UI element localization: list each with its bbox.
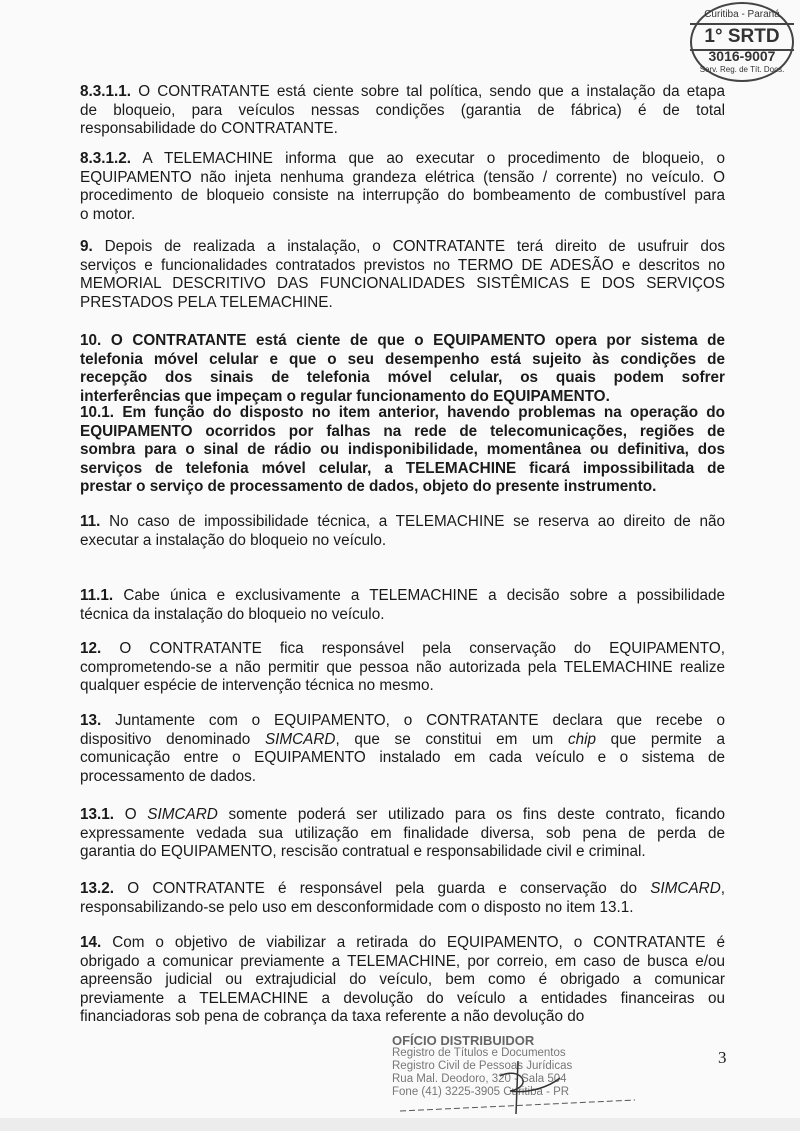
- clause-line: [80, 843, 725, 862]
- clause-line: [80, 880, 725, 899]
- clause-number: 14.: [80, 934, 102, 951]
- stamp-bottom: Serv. Reg. de Tít. Docs.: [699, 65, 785, 74]
- clause-line: [80, 749, 725, 768]
- italic-term: SIMCARD: [147, 806, 218, 823]
- clause-text: obrigado a comunicar previamente a TELEMACHINE, por correio, em caso de busca e/ou: [80, 952, 725, 970]
- clause-10: [80, 332, 725, 406]
- clause-13: [80, 712, 725, 786]
- clause-line: [80, 677, 725, 696]
- clause-text: Depois de realizada a instalação, o CONTRATANTE terá direito de usufruir dos: [104, 238, 726, 255]
- clause-text: Juntamente com o EQUIPAMENTO, o CONTRATANTE declara que recebe o: [115, 712, 725, 729]
- clause-text: EQUIPAMENTO ocorridos por falhas na rede de telecomunicações, regiões de: [80, 422, 725, 440]
- clause-line: [80, 423, 725, 442]
- clause-text: técnica da instalação do bloqueio no veículo.: [80, 605, 385, 623]
- clause-text: comprometendo-se a não permitir que pessoa não autorizada pela TELEMACHINE realize: [80, 658, 725, 676]
- clause-10-1: [80, 404, 725, 497]
- clause-text: O CONTRATANTE é responsável pela guarda e conservação do: [127, 880, 651, 897]
- scan-edge: [0, 1118, 800, 1131]
- clause-number: 9.: [80, 238, 93, 255]
- clause-9: [80, 238, 725, 312]
- italic-term: chip: [567, 730, 597, 748]
- clause-line: [80, 351, 725, 370]
- clause-text: O: [124, 806, 148, 823]
- clause-text: recepção dos sinais de telefonia móvel celular, os quais podem sofrer: [80, 369, 725, 387]
- clause-line: [80, 404, 725, 423]
- clause-number: 10.: [80, 332, 102, 349]
- clause-text: interferências que impeçam o regular funcionamento do EQUIPAMENTO.: [80, 387, 610, 405]
- stamp-band: 1° SRTD: [690, 23, 794, 51]
- clause-text: previamente a TELEMACHINE a devolução do veículo a entidades financeiras ou: [80, 989, 725, 1007]
- clause-line: [80, 332, 725, 351]
- clause-13-1: [80, 806, 725, 862]
- office-stamp-line: Rua Mal. Deodoro, 320 - Sala 504: [392, 1073, 567, 1085]
- clause-text: serviços de telefonia móvel celular, a TELEMACHINE ficará impossibilitada de: [80, 459, 725, 477]
- clause-line: [80, 120, 725, 139]
- clause-line: [80, 899, 725, 918]
- clause-text: comunicação entre o EQUIPAMENTO instalado em cada veículo e o sistema de: [80, 749, 725, 767]
- clause-line: [80, 659, 725, 678]
- clause-text: MEMORIAL DESCRITIVO DAS FUNCIONALIDADES SISTÊMICAS E DOS SERVIÇOS: [80, 275, 725, 293]
- clause-number: 12.: [80, 640, 102, 657]
- italic-term: SIMCARD: [650, 880, 721, 897]
- clause-text: processamento de dados.: [80, 767, 257, 785]
- clause-text: O CONTRATANTE está ciente sobre tal política, sendo que a instalação da etapa: [138, 83, 726, 100]
- clause-8-3-1-1: [80, 83, 725, 139]
- clause-text: PRESTADOS PELA TELEMACHINE.: [80, 293, 333, 311]
- clause-number: 10.1.: [80, 404, 115, 421]
- clause-text: O CONTRATANTE fica responsável pela conservação do EQUIPAMENTO,: [119, 640, 726, 657]
- clause-text: que permite a: [596, 730, 726, 748]
- clause-text: Com o objetivo de viabilizar a retirada do EQUIPAMENTO, o CONTRATANTE é: [112, 934, 725, 951]
- clause-text: dispositivo denominado: [80, 730, 265, 748]
- clause-text: apreensão judicial ou extrajudicial do veículo, bem como é obrigado a comunicar: [80, 971, 725, 989]
- clause-line: [80, 169, 725, 188]
- clause-text: sombra para o sinal de rádio ou indisponibilidade, momentânea ou definitiva, dos: [80, 441, 725, 459]
- stamp-number: 3016-9007: [708, 48, 776, 64]
- clause-number: 13.: [80, 712, 102, 729]
- clause-line: [80, 806, 725, 825]
- clause-line: [80, 1008, 725, 1027]
- clause-11: [80, 513, 725, 550]
- clause-line: [80, 731, 725, 750]
- clause-number: 8.3.1.1.: [80, 83, 132, 100]
- clause-number: 13.2.: [80, 880, 115, 897]
- office-stamp-line: Fone (41) 3225-3905 Curitiba - PR: [392, 1086, 570, 1098]
- italic-term: SIMCARD: [264, 730, 336, 748]
- clause-text: financiadoras sob pena de cobrança da taxa referente a não devolução do: [80, 1008, 585, 1026]
- clause-text: procedimento de bloqueio consiste na interrupção do bombeamento de combustível para: [80, 187, 725, 205]
- clause-number: 8.3.1.2.: [80, 150, 132, 167]
- clause-number: 11.1.: [80, 587, 114, 604]
- clause-text: Em função do disposto no item anterior, havendo problemas na operação do: [122, 404, 725, 421]
- clause-line: [80, 441, 725, 460]
- clause-line: [80, 206, 725, 225]
- clause-line: [80, 990, 725, 1009]
- clause-text: expressamente vedada sua utilização em finalidade diversa, sob pena de perda de: [80, 824, 725, 842]
- clause-line: [80, 606, 725, 625]
- clause-text: O CONTRATANTE está ciente de que o EQUIPAMENTO opera por sistema de: [110, 332, 725, 349]
- clause-text: , que se constitui em um: [335, 730, 568, 748]
- clause-text: Cabe única e exclusivamente a TELEMACHINE a decisão sobre a possibilidade: [123, 587, 726, 604]
- clause-line: [80, 768, 725, 787]
- clause-text: responsabilidade do CONTRATANTE.: [80, 120, 338, 138]
- clause-line: [80, 83, 725, 102]
- clause-line: [80, 587, 725, 606]
- clause-text: executar a instalação do bloqueio no veículo.: [80, 531, 387, 549]
- clause-text: A TELEMACHINE informa que ao executar o procedimento de bloqueio, o: [142, 150, 725, 167]
- clause-line: [80, 102, 725, 121]
- signature: [400, 1056, 640, 1116]
- clause-line: [80, 712, 725, 731]
- page-number: 3: [718, 1048, 727, 1067]
- clause-line: [80, 275, 725, 294]
- clause-text: prestar o serviço de processamento de dados, objeto do presente instrumento.: [80, 478, 657, 496]
- clause-14: [80, 934, 725, 1027]
- clause-line: [80, 953, 725, 972]
- clause-number: 11.: [80, 513, 101, 530]
- clause-line: [80, 238, 725, 257]
- clause-line: [80, 532, 725, 551]
- stamp-city: Curitiba - Paraná: [704, 9, 780, 20]
- clause-text: de bloqueio, para veículos nessas condições (garantia de fábrica) é de total: [80, 101, 725, 119]
- clause-text: No caso de impossibilidade técnica, a TELEMACHINE se reserva ao direito de não: [109, 513, 726, 530]
- clause-line: [80, 825, 725, 844]
- clause-text: somente poderá ser utilizado para os fins deste contrato, ficando: [217, 806, 726, 823]
- clause-line: [80, 640, 725, 659]
- clause-8-3-1-2: [80, 150, 725, 224]
- clause-12: [80, 640, 725, 696]
- clause-line: [80, 257, 725, 276]
- clause-text: serviços e funcionalidades contratados previstos no TERMO DE ADESÃO e descritos no: [80, 256, 725, 274]
- clause-text: garantia do EQUIPAMENTO, rescisão contratual e responsabilidade civil e criminal.: [80, 843, 646, 861]
- office-stamp-line: Registro Civil de Pessoas Jurídicas: [392, 1060, 573, 1072]
- office-stamp-line: Registro de Títulos e Documentos: [392, 1047, 566, 1059]
- clause-line: [80, 294, 725, 313]
- clause-line: [80, 187, 725, 206]
- clause-text: ,: [720, 880, 725, 897]
- clause-text: qualquer espécie de intervenção técnica no mesmo.: [80, 677, 434, 695]
- clause-line: [80, 478, 725, 497]
- clause-line: [80, 934, 725, 953]
- clause-text: EQUIPAMENTO não injeta nenhuma grandeza elétrica (tensão / corrente) no veículo. O: [80, 168, 725, 186]
- clause-line: [80, 971, 725, 990]
- clause-text: telefonia móvel celular e que o seu desempenho está sujeito às condições de: [80, 350, 725, 368]
- clause-13-2: [80, 880, 725, 917]
- clause-line: [80, 513, 725, 532]
- clause-line: [80, 150, 725, 169]
- clause-text: responsabilizando-se pelo uso em desconformidade com o disposto no item 13.1.: [80, 898, 634, 916]
- registry-stamp: [690, 2, 794, 82]
- clause-line: [80, 460, 725, 479]
- clause-number: 13.1.: [80, 806, 115, 823]
- office-stamp-title: OFÍCIO DISTRIBUIDOR: [392, 1033, 535, 1048]
- clause-11-1: [80, 587, 725, 624]
- clause-text: o motor.: [80, 205, 136, 223]
- clause-line: [80, 369, 725, 388]
